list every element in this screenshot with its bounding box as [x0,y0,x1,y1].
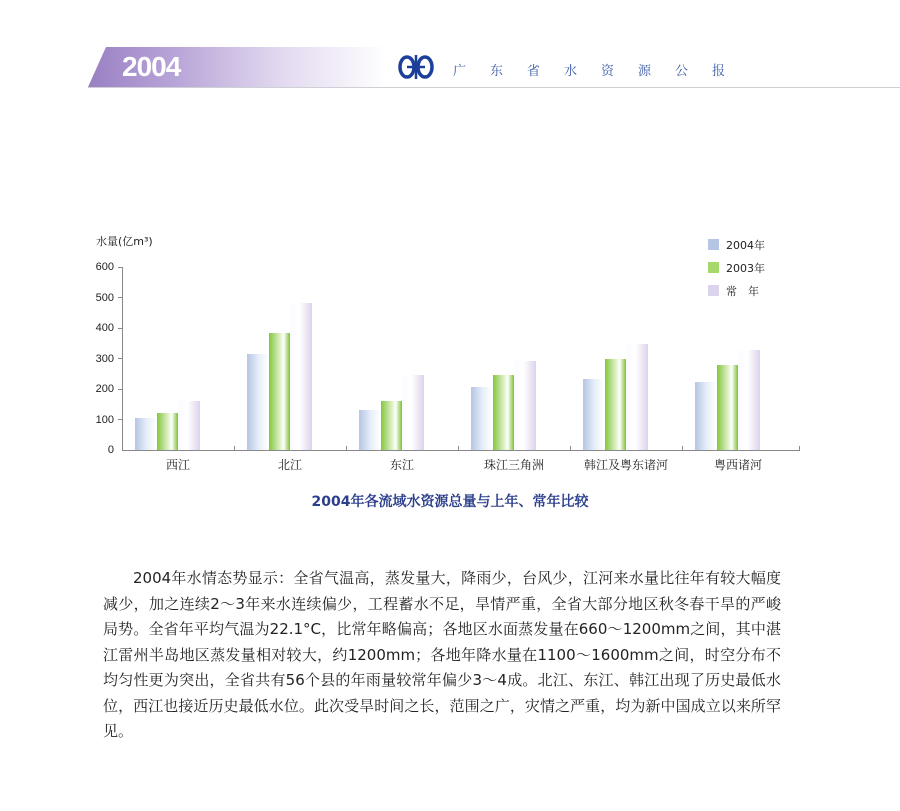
header-title: 广东省水资源公报 [453,64,750,79]
y-axis [122,267,123,451]
bar [605,359,626,450]
y-tick-label: 100 [95,414,114,426]
bar [359,410,380,450]
y-tick-label: 200 [95,383,114,395]
legend-swatch-normal [708,285,719,296]
y-axis-label: 水量(亿m³) [96,235,153,248]
y-tick [118,297,123,298]
bar [493,375,514,450]
y-tick [118,267,123,268]
bar [739,350,760,450]
x-tick [682,446,683,451]
bar [291,303,312,450]
bar [627,344,648,450]
legend-item-2003 [708,256,765,279]
y-tick-label: 400 [95,322,114,334]
legend-swatch-2003 [708,262,719,273]
category-label: 粤西诸河 [713,458,762,472]
y-tick-label: 500 [95,292,114,304]
body-paragraph: 2004年水情态势显示：全省气温高，蒸发量大，降雨少，台风少，江河来水量比往年有较大幅度减少，加之连续2～3年来水连续偏少，工程蓄水不足，旱情严重，全省大部分地区秋冬春干旱的严峻局势。全省年平均气温为22.1°C，比常年略偏高；各地区水面蒸发量在660～1200mm之间，其中湛江雷州半岛地区蒸发量相对较大，约1200mm；各地年降水量在1100～1600mm之间，时空分布不均匀性更为突出，全省共有56个县的年雨量较常年偏少3～4成。北江、东江、韩江出现了历史最低水位，西江也接近历史最低水位。此次受旱时间之长，范围之广，灾情之严重，均为新中国成立以来所罕见。 [103,569,781,740]
category-label: 珠江三角洲 [483,458,544,472]
bar [247,354,268,450]
legend-label: 2003年 [726,261,765,275]
y-tick [118,328,123,329]
chart-legend [708,233,765,302]
bar [403,375,424,450]
bar [471,387,492,450]
bar [695,382,716,450]
bar [515,361,536,450]
x-axis [122,450,800,451]
bar [381,401,402,450]
bar [179,401,200,450]
legend-item-normal [708,279,765,302]
y-tick-label: 300 [95,353,114,365]
x-tick [570,446,571,451]
category-label: 东江 [389,458,414,472]
y-tick [118,358,123,359]
y-tick-label: 0 [107,444,114,456]
x-tick [234,446,235,451]
bar [157,413,178,450]
category-label: 北江 [277,458,302,472]
x-tick [458,446,459,451]
y-tick [118,419,123,420]
chart-title: 2004年各流域水资源总量与上年、常年比较 [311,494,589,510]
category-label: 西江 [165,458,190,472]
category-label: 韩江及粤东诸河 [583,458,668,472]
bar [269,333,290,450]
header-year: 2004 [122,51,181,82]
x-tick [346,446,347,451]
bar [583,379,604,450]
legend-item-2004 [708,233,765,256]
legend-label: 2004年 [726,238,765,252]
body-text [103,566,781,745]
legend-label: 常 年 [726,284,759,298]
bar [135,418,156,450]
x-tick [799,446,800,451]
y-tick-label: 600 [95,261,114,273]
legend-swatch-2004 [708,239,719,250]
y-tick [118,389,123,390]
bar [717,365,738,450]
